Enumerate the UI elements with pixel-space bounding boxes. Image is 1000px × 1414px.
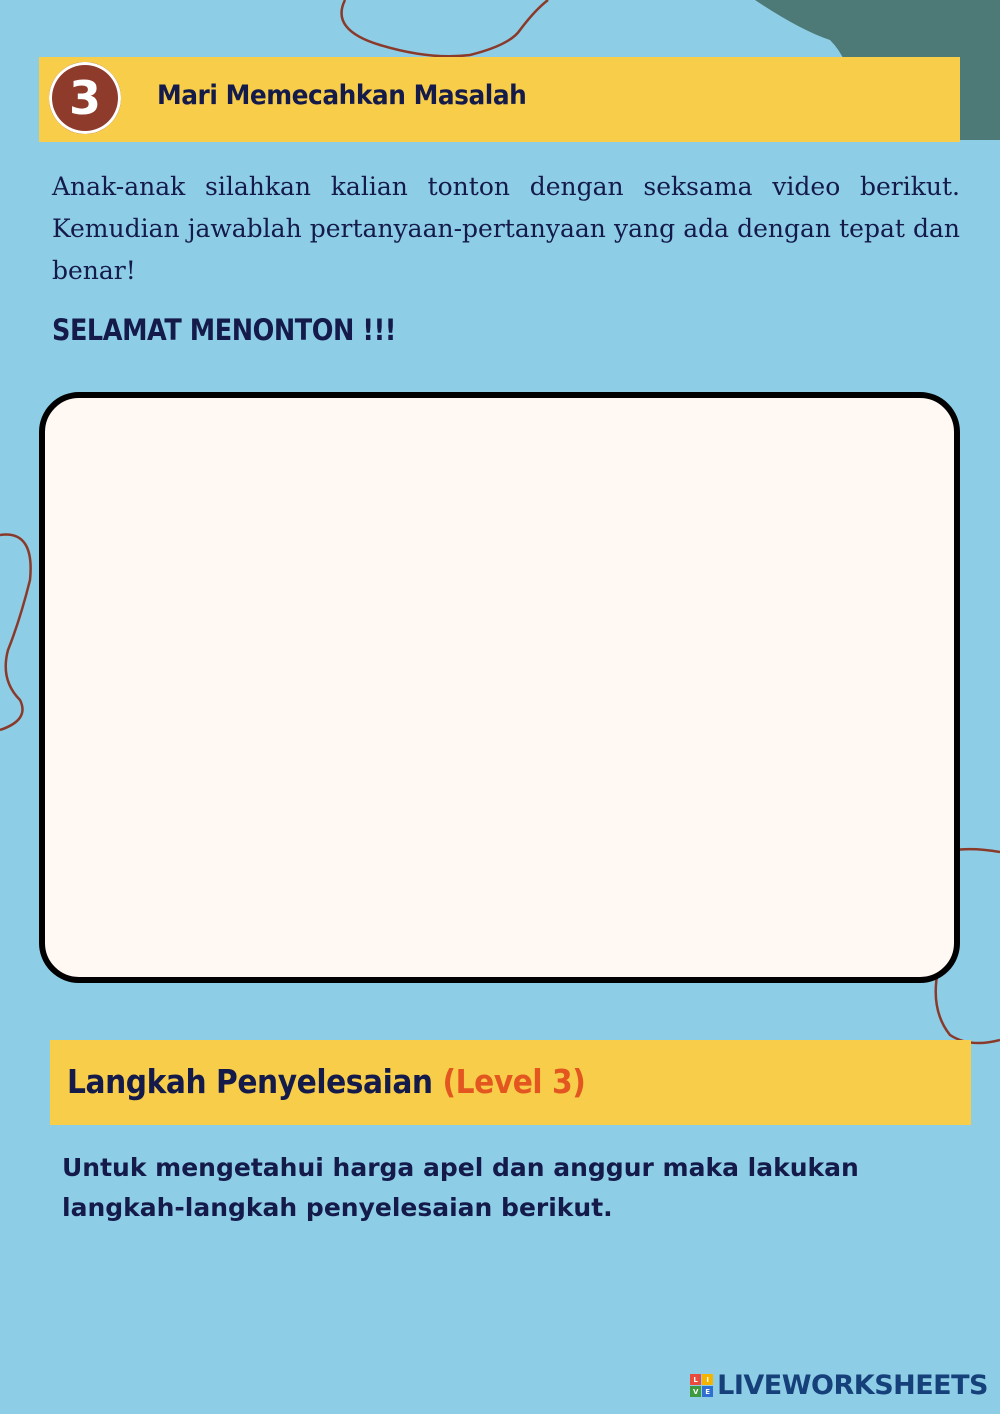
steps-title	[67, 1062, 585, 1101]
left-squiggle	[0, 535, 31, 730]
brand-logo-letter-e: E	[702, 1386, 713, 1397]
steps-level: (Level 3)	[442, 1062, 586, 1101]
section-number-badge: 3	[45, 58, 125, 138]
brand-logo-letter-i: I	[702, 1374, 713, 1385]
top-squiggle	[342, 0, 548, 56]
instruction-text: Anak-anak silahkan kalian tonton dengan seksama video berikut. Kemudian jawablah pertanyaan-pertanyaan yang ada dengan tepat dan benar!	[52, 172, 960, 285]
brand	[690, 1370, 988, 1401]
watch-label: SELAMAT MENONTON !!!	[52, 313, 396, 347]
brand-logo-icon	[690, 1374, 713, 1397]
steps-description: Untuk mengetahui harga apel dan anggur maka lakukan langkah-langkah penyelesaian berikut.	[62, 1153, 859, 1222]
brand-name: LIVEWORKSHEETS	[717, 1370, 988, 1401]
brand-logo-letter-l: L	[690, 1374, 701, 1385]
brand-logo-letter-v: V	[690, 1386, 701, 1397]
steps-title-text: Langkah Penyelesaian	[67, 1062, 433, 1101]
video-frame[interactable]	[39, 392, 960, 983]
section-title: Mari Memecahkan Masalah	[157, 80, 527, 111]
